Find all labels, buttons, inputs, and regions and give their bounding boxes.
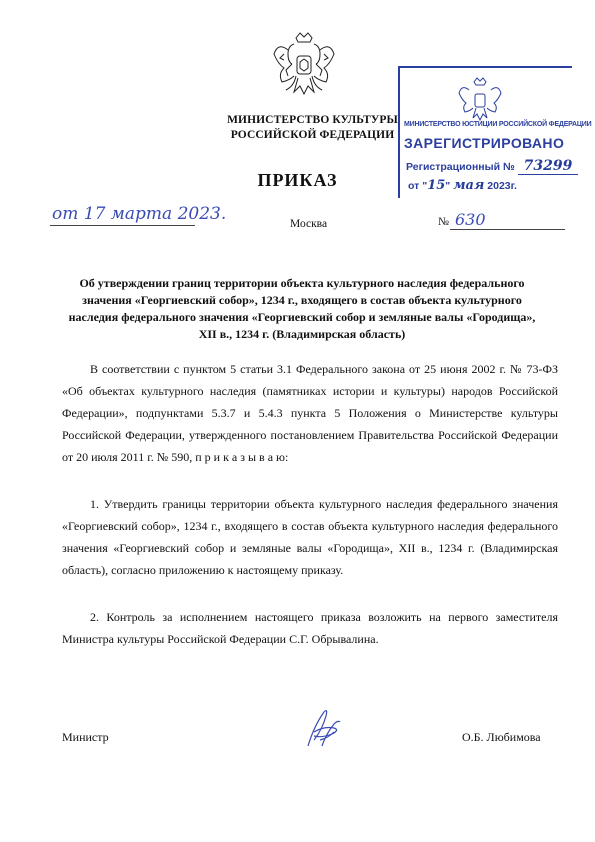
stamp-organization: МИНИСТЕРСТВО ЮСТИЦИИ РОССИЙСКОЙ ФЕДЕРАЦИИ [404, 121, 592, 128]
handwritten-signature [300, 706, 346, 752]
stamp-date-day: 15 [427, 178, 446, 193]
paragraph-item-2: 2. Контроль за исполнением настоящего приказа возложить на первого заместителя Министра культуры Российской Федерации С.Г. Обрывалина. [62, 610, 558, 646]
coat-of-arms-emblem [272, 30, 336, 102]
paragraph-preamble: В соответствии с пунктом 5 статьи 3.1 Федерального закона от 25 июня 2002 г. № 73-ФЗ «Об объектах культурного наследия (памятниках истории и культуры) народов Российской Федерации», подпунктами 5.3.7 и 5.4.3 пункта 5 Положения о Министерстве культуры Российской Федерации, утвержденного постановлением Правительства Российской Федерации от 20 июля 2011 г. № 590, п р и к а з ы в а ю: [62, 362, 558, 464]
stamp-date-prefix: от " [408, 180, 428, 192]
order-subject: Об утверждении границ территории объекта культурного наследия федерального значения «Георгиевский собор», 1234 г., входящего в состав объекта культурного наследия федерального значения «Георгиевский собор и земляные валы «Городища», XII в., 1234 г. (Владимирская область) [68, 276, 536, 341]
number-underline [450, 229, 565, 230]
stamp-emblem [458, 76, 502, 124]
paragraph-item-1: 1. Утвердить границы территории объекта культурного наследия федерального значения «Георгиевский собор», 1234 г., входящего в состав объекта культурного наследия федерального значения «Георгиевский собор и земляные валы «Городища», XII в., 1234 г. (Владимирская область), согласно приложению к настоящему приказу. [62, 497, 558, 577]
ministry-name-line1: МИНИСТЕРСТВО КУЛЬТУРЫ [227, 114, 398, 126]
order-date-handwritten: от 17 марта 2023. [52, 204, 227, 224]
stamp-date-year: 2023г. [487, 180, 517, 192]
signer-name: О.Б. Любимова [462, 730, 541, 744]
stamp-reg-label: Регистрационный № [406, 161, 515, 173]
order-number-handwritten: 630 [455, 210, 486, 229]
order-number-label: № [438, 216, 449, 228]
ministry-header [215, 113, 410, 143]
stamp-date-month: мая [453, 178, 485, 193]
document-title: ПРИКАЗ [257, 170, 338, 190]
stamp-registered-label: ЗАРЕГИСТРИРОВАНО [404, 135, 565, 151]
stamp-reg-number-handwritten: 73299 [518, 158, 579, 175]
signer-title: Министр [62, 730, 109, 744]
ministry-name-line2: РОССИЙСКОЙ ФЕДЕРАЦИИ [230, 129, 395, 141]
date-underline [50, 225, 195, 226]
city-label: Москва [290, 218, 328, 230]
stamp-date-mid: " [445, 180, 454, 192]
